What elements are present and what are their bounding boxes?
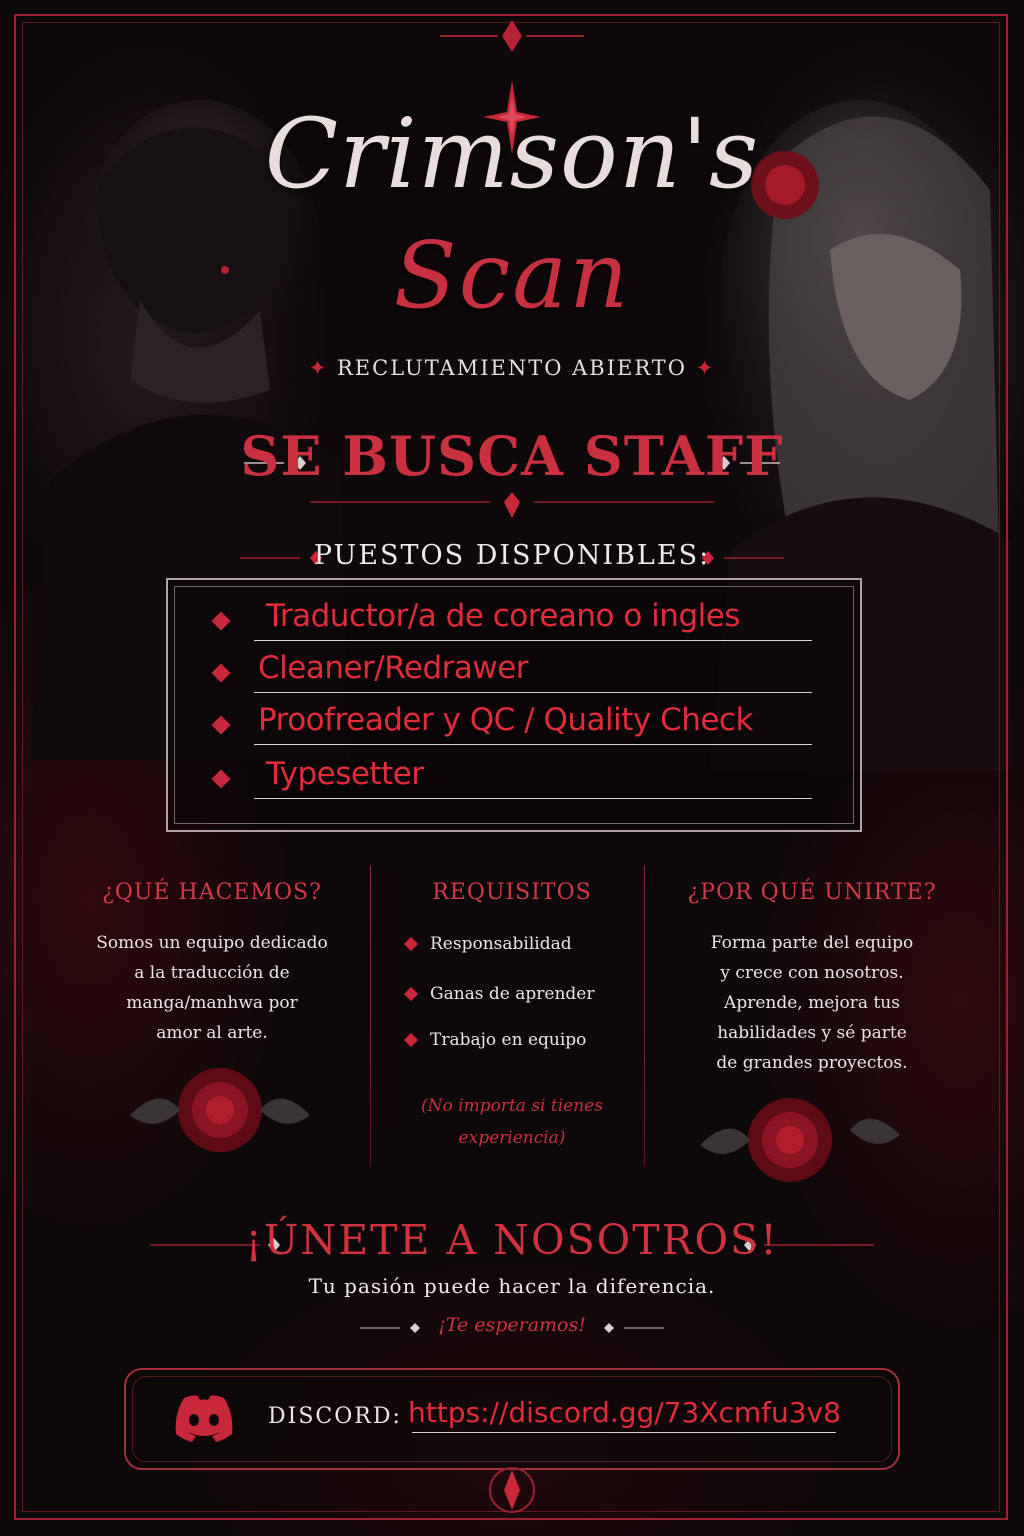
requirement-item bbox=[406, 984, 595, 1004]
why-line: y crece con nosotros. bbox=[720, 963, 904, 983]
position-item bbox=[212, 598, 812, 638]
requirements-title bbox=[380, 880, 644, 905]
position-underline bbox=[254, 744, 812, 745]
diamond-bullet-icon bbox=[404, 1033, 418, 1047]
requirements-note bbox=[380, 1090, 644, 1154]
cta-closing: ¡Te esperamos! bbox=[438, 1314, 586, 1336]
diamond-bullet-icon bbox=[404, 987, 418, 1001]
why-line: de grandes proyectos. bbox=[716, 1053, 908, 1073]
about-line: amor al arte. bbox=[156, 1023, 268, 1043]
position-item bbox=[212, 756, 812, 796]
requirements-title-text: REQUISITOS bbox=[432, 880, 592, 905]
about-title-text: ¿QUÉ HACEMOS? bbox=[102, 880, 322, 905]
why-text bbox=[672, 928, 952, 1078]
why-line: Aprende, mejora tus bbox=[724, 993, 900, 1013]
requirement-label: Trabajo en equipo bbox=[430, 1030, 587, 1050]
why-title bbox=[672, 880, 952, 905]
position-label: Proofreader y QC / Quality Check bbox=[258, 702, 753, 738]
discord-underline bbox=[412, 1432, 836, 1433]
sparkle-icon: ✦ bbox=[687, 356, 716, 380]
discord-label: DISCORD: bbox=[268, 1404, 402, 1429]
discord-link[interactable]: https://discord.gg/73Xcmfu3v8 bbox=[408, 1396, 841, 1429]
about-line: a la traducción de bbox=[134, 963, 290, 983]
about-line: manga/manhwa por bbox=[126, 993, 298, 1013]
cta-tagline: Tu pasión puede hacer la diferencia. bbox=[308, 1274, 716, 1298]
bottom-ornament-icon bbox=[470, 1460, 554, 1520]
column-divider bbox=[370, 866, 371, 1166]
note-line: experiencia) bbox=[458, 1128, 566, 1148]
position-underline bbox=[254, 640, 812, 641]
position-label: Typesetter bbox=[266, 756, 424, 792]
note-line: (No importa si tienes bbox=[421, 1096, 603, 1116]
about-line: Somos un equipo dedicado bbox=[96, 933, 328, 953]
headline-underline-icon bbox=[310, 492, 714, 522]
discord-icon[interactable] bbox=[170, 1392, 238, 1444]
requirement-label: Responsabilidad bbox=[430, 934, 572, 954]
sparkle-icon: ✦ bbox=[308, 356, 337, 380]
requirement-item bbox=[406, 934, 572, 954]
position-underline bbox=[254, 798, 812, 799]
logo-crimsons: Crimson's bbox=[264, 98, 760, 210]
headline-se-busca-staff: SE BUSCA STAFF bbox=[240, 424, 784, 488]
position-item bbox=[212, 702, 812, 742]
diamond-bullet-icon bbox=[211, 769, 230, 788]
diamond-bullet-icon bbox=[211, 715, 230, 734]
position-underline bbox=[254, 692, 812, 693]
about-text bbox=[80, 928, 344, 1048]
diamond-bullet-icon bbox=[211, 663, 230, 682]
recruitment-text: RECLUTAMIENTO ABIERTO bbox=[336, 356, 688, 380]
position-label: Cleaner/Redrawer bbox=[258, 650, 529, 686]
requirement-item bbox=[406, 1030, 586, 1050]
requirement-label: Ganas de aprender bbox=[430, 984, 595, 1004]
column-divider bbox=[644, 866, 645, 1166]
position-item bbox=[212, 650, 812, 690]
logo-scan: Scan bbox=[393, 222, 631, 329]
why-line: Forma parte del equipo bbox=[710, 933, 914, 953]
top-ornament-icon bbox=[440, 16, 584, 56]
diamond-bullet-icon bbox=[211, 611, 230, 630]
recruitment-subtitle bbox=[0, 356, 1024, 380]
positions-title: PUESTOS DISPONIBLES: bbox=[313, 540, 711, 571]
diamond-bullet-icon bbox=[404, 937, 418, 951]
about-title bbox=[80, 880, 344, 905]
cta-title: ¡ÚNETE A NOSOTROS! bbox=[245, 1216, 779, 1264]
why-title-text: ¿POR QUÉ UNIRTE? bbox=[687, 880, 937, 905]
why-line: habilidades y sé parte bbox=[717, 1023, 907, 1043]
position-label: Traductor/a de coreano o ingles bbox=[266, 598, 740, 634]
